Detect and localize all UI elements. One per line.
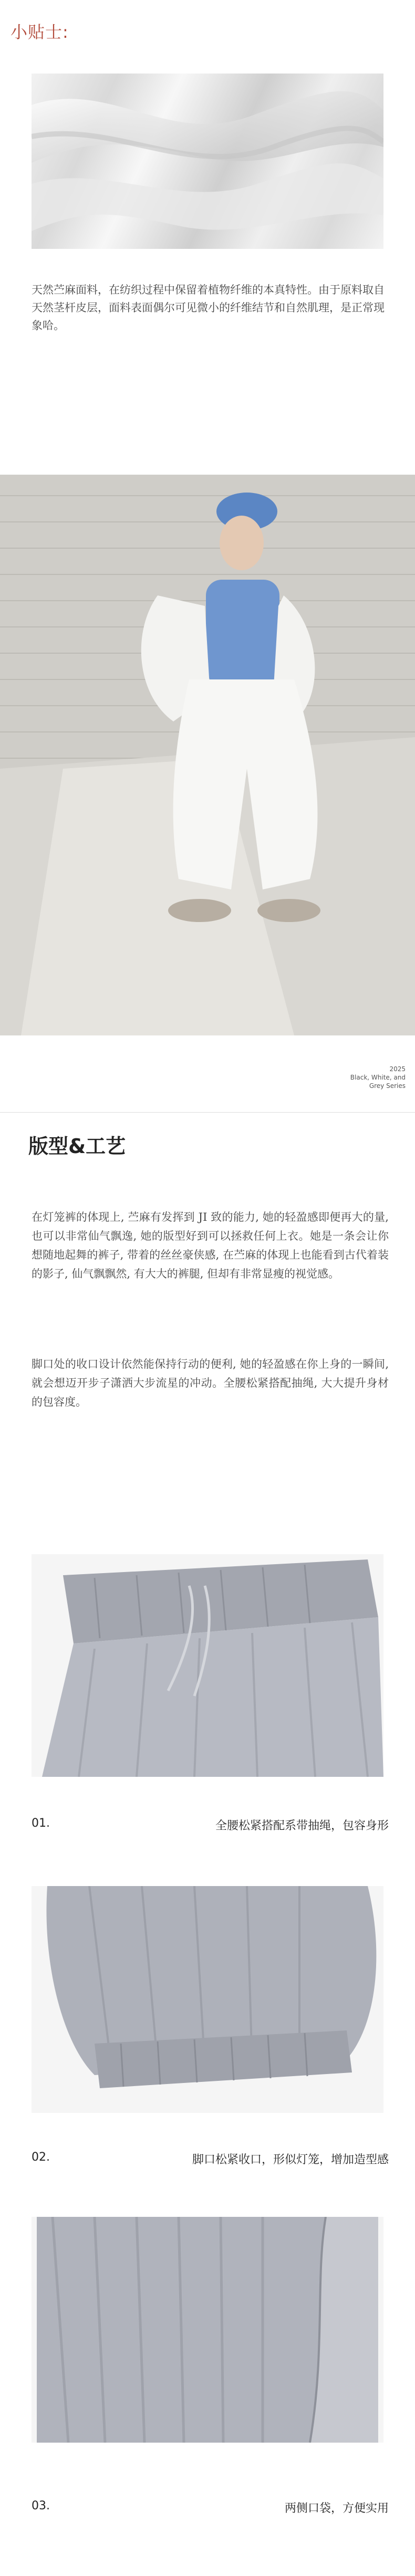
- craft-paragraph-2: 脚口处的收口设计依然能保持行动的便利, 她的轻盈感在你上身的一瞬间, 就会想迈开步子潇洒大步流星的冲动。全腰松紧搭配抽绳, 大大提升身材的包容度。: [32, 1358, 389, 1408]
- detail-number-2: 02.: [32, 2151, 50, 2164]
- detail-image-pocket: [32, 2217, 383, 2443]
- craft-section-title: 版型&工艺: [28, 1135, 126, 1158]
- model-photo: [0, 475, 415, 1035]
- detail-image-waistband: [32, 1554, 383, 1777]
- detail-caption-3: 两侧口袋，方便实用: [284, 2502, 389, 2515]
- detail-image-cuff: [32, 1886, 383, 2113]
- detail-caption-1: 全腰松紧搭配系带抽绳，包容身形: [215, 1819, 389, 1832]
- craft-paragraph-1: 在灯笼裤的体现上, 苎麻有发挥到 JI 致的能力, 她的轻盈感即便再大的量, 也可以非常仙气飘逸, 她的版型好到可以拯救任何上衣。她是一条会让你想随地起舞的裤子, 带着的丝丝豪侠感, 在苎麻的体现上也能看到古代着装的影子, 仙气飘飘然, 有大大的裤腿, 但却有非常显瘦的视觉感。: [32, 1211, 389, 1280]
- tips-description: 天然苎麻面料，在纺织过程中保留着植物纤维的本真特性。由于原料取自天然茎杆皮层，面料表面偶尔可见微小的纤维结节和自然肌理，是正常现象哈。: [32, 284, 385, 332]
- section-divider: [0, 1112, 415, 1113]
- detail-caption-2: 脚口松紧收口，形似灯笼，增加造型感: [192, 2153, 389, 2166]
- detail-number-3: 03.: [32, 2499, 50, 2512]
- fabric-closeup-image: [32, 74, 383, 249]
- series-tag-year: 2025: [389, 1065, 406, 1073]
- tips-title: 小贴士:: [11, 22, 69, 42]
- detail-number-1: 01.: [32, 1817, 50, 1830]
- series-tag-line2: Black, White, and: [350, 1074, 406, 1081]
- series-tag-line3: Grey Series: [369, 1082, 406, 1090]
- series-tag: [300, 1065, 406, 1090]
